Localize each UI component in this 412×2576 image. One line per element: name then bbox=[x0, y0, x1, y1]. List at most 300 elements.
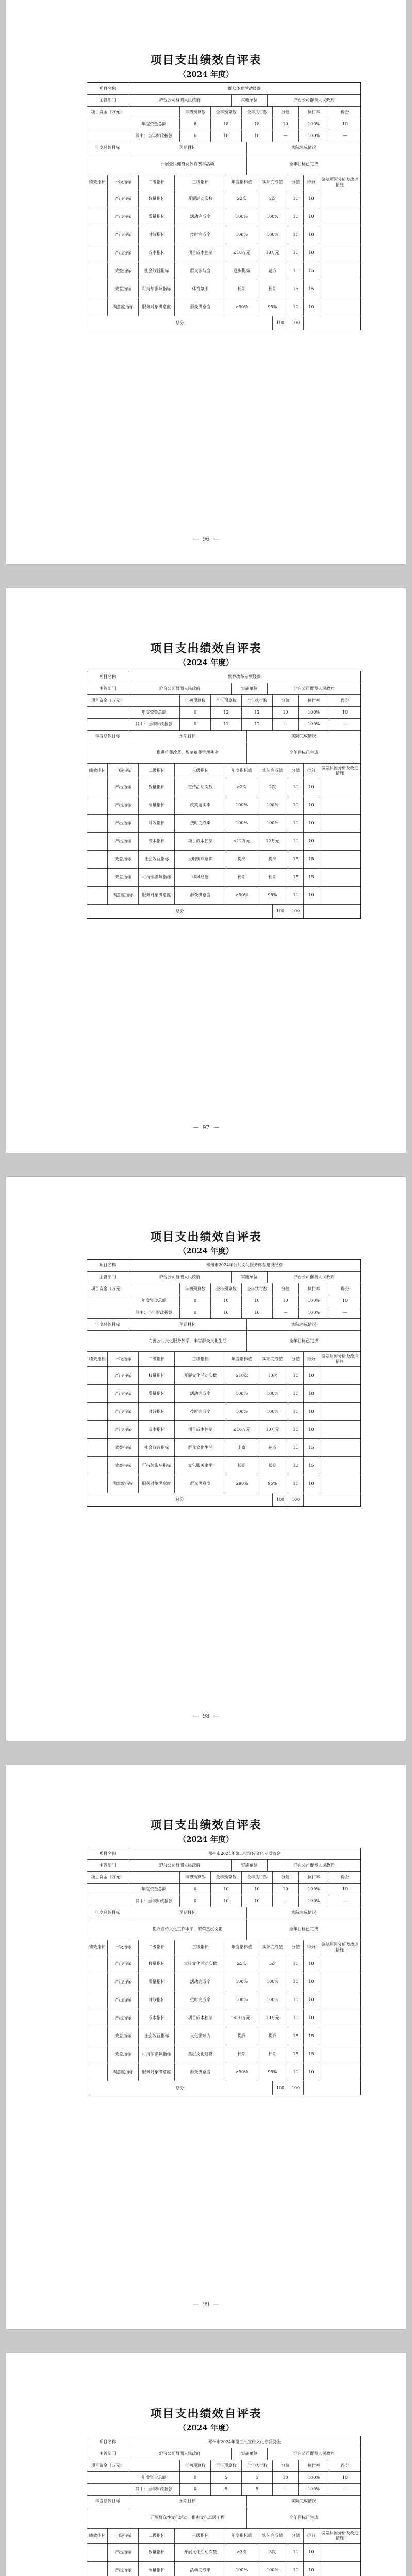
table-row bbox=[87, 175, 360, 190]
table-cell bbox=[319, 1439, 360, 1456]
table-cell: 社会效益指标 bbox=[139, 262, 175, 280]
table-row bbox=[87, 2027, 360, 2045]
table-cell: 长期 bbox=[226, 2045, 257, 2063]
table-cell: — bbox=[273, 130, 299, 142]
table-cell: 按时完成率 bbox=[175, 1403, 226, 1420]
table-cell: 服务对象满意度 bbox=[139, 298, 175, 316]
evaluation-table bbox=[87, 1259, 361, 1507]
table-cell bbox=[87, 190, 108, 208]
table-cell: 产出指标 bbox=[108, 1367, 139, 1384]
page-number: 97 bbox=[202, 1124, 210, 1131]
table-cell bbox=[87, 887, 108, 904]
label-cell: 项目资金（万元） bbox=[87, 695, 128, 706]
table-cell: 产出指标 bbox=[108, 833, 139, 850]
table-cell: — bbox=[273, 1307, 299, 1318]
table-cell: 全年预算数 bbox=[211, 2460, 242, 2471]
table-cell: 效益指标 bbox=[108, 280, 139, 298]
table-row bbox=[87, 1307, 360, 1319]
table-cell: — bbox=[273, 2484, 299, 2495]
table-row bbox=[87, 1907, 360, 1919]
table-cell: 年度资金总额 bbox=[128, 2472, 180, 2483]
table-cell: 100% bbox=[226, 1403, 257, 1420]
table-cell: — bbox=[273, 719, 299, 730]
table-row bbox=[87, 1940, 360, 1955]
label-cell: 主管部门 bbox=[87, 95, 128, 106]
table-row bbox=[87, 1884, 360, 1895]
table-cell: 提升 bbox=[257, 2027, 288, 2045]
table-cell: 产出指标 bbox=[108, 1385, 139, 1402]
table-cell: 15 bbox=[304, 262, 319, 280]
table-row bbox=[87, 83, 360, 95]
table-cell: 预期目标 bbox=[128, 1319, 247, 1330]
table-row bbox=[87, 2562, 360, 2576]
project-name-value: 殡葬改革专项经费 bbox=[228, 674, 261, 680]
table-cell: 得分 bbox=[304, 1352, 319, 1366]
table-cell: 95% bbox=[257, 1475, 288, 1493]
label-cell: 项目名称 bbox=[87, 83, 128, 94]
table-cell: 其中：当年财政拨款 bbox=[128, 1307, 180, 1318]
table-cell: 效益指标 bbox=[108, 851, 139, 868]
total-label: 总分 bbox=[87, 1493, 273, 1506]
table-cell: 群众满意度 bbox=[175, 1475, 226, 1493]
table-cell: 15 bbox=[288, 280, 304, 298]
table-cell: 实际完成情况 bbox=[291, 734, 316, 739]
dept-value: 沪台公司群测人民政府 bbox=[128, 1272, 232, 1283]
table-cell bbox=[87, 869, 108, 886]
table-cell: ≥90% bbox=[226, 1475, 257, 1493]
table-cell: 三级指标 bbox=[175, 764, 226, 778]
table-cell: 逐步提高 bbox=[226, 262, 257, 280]
table-row bbox=[87, 1973, 360, 1991]
table-cell: 一级指标 bbox=[108, 1352, 139, 1366]
project-name-value: 郑州市2024年第三批宣传文化专项资金 bbox=[208, 2439, 281, 2445]
project-name-value: 郑州市2024年第二批宣传文化专项资金 bbox=[208, 1851, 281, 1856]
table-cell: 10 bbox=[304, 1475, 319, 1493]
table-cell: 年度资金总额 bbox=[128, 1295, 180, 1307]
table-cell: 10 bbox=[288, 1421, 304, 1438]
table-cell: 预期目标 bbox=[128, 142, 247, 154]
table-cell: 社会效益指标 bbox=[139, 1439, 175, 1456]
table-cell bbox=[87, 2562, 108, 2576]
table-row bbox=[87, 869, 360, 887]
page-footer: — 98 — bbox=[193, 1713, 219, 1719]
table-cell: 数量指标 bbox=[139, 1955, 175, 1973]
table-cell: 10 bbox=[342, 122, 348, 127]
table-cell bbox=[87, 719, 128, 730]
table-cell: 100% bbox=[257, 208, 288, 226]
table-cell: 得分 bbox=[341, 1875, 349, 1880]
table-cell: 15 bbox=[304, 2027, 319, 2045]
table-row bbox=[87, 1919, 360, 1940]
table-cell: 产出指标 bbox=[108, 2009, 139, 2027]
total-weight: 100 bbox=[273, 905, 288, 918]
table-cell: 100% bbox=[299, 2484, 329, 2495]
table-cell bbox=[319, 1973, 360, 1991]
table-cell: 预期目标 bbox=[128, 1907, 247, 1919]
table-cell: 长期 bbox=[226, 869, 257, 886]
table-cell: 10 bbox=[304, 2544, 319, 2561]
goal-value: 提升宣传文化工作水平，繁荣基层文化 bbox=[128, 1919, 247, 1940]
table-row bbox=[87, 1991, 360, 2009]
table-cell: 分值 bbox=[273, 1872, 299, 1883]
table-cell: 群众满意度 bbox=[175, 2063, 226, 2081]
table-cell: 二级指标 bbox=[139, 764, 175, 778]
table-cell: 政策落实率 bbox=[175, 796, 226, 814]
table-cell: 15 bbox=[304, 1439, 319, 1456]
table-cell bbox=[128, 2460, 180, 2471]
table-row bbox=[87, 107, 360, 118]
table-cell bbox=[319, 2562, 360, 2576]
table-cell bbox=[319, 2544, 360, 2561]
table-cell: 分值 bbox=[273, 2460, 299, 2471]
table-cell: 提高 bbox=[226, 851, 257, 868]
table-cell: ≥2次 bbox=[226, 778, 257, 796]
table-row bbox=[87, 95, 360, 107]
label-cell: 项目名称 bbox=[87, 1848, 128, 1859]
table-cell bbox=[319, 2027, 360, 2045]
table-cell bbox=[87, 244, 108, 262]
evaluation-table bbox=[87, 671, 361, 919]
table-cell: 10 bbox=[273, 1884, 299, 1895]
total-score: 100 bbox=[288, 2081, 304, 2095]
table-cell: 10次 bbox=[257, 1367, 288, 1384]
table-cell: 服务对象满意度 bbox=[139, 887, 175, 904]
table-cell bbox=[319, 280, 360, 298]
table-cell: ≤10万元 bbox=[226, 2009, 257, 2027]
table-cell: 偏差原因分析及改进措施 bbox=[321, 1942, 358, 1952]
table-cell: — bbox=[343, 1310, 347, 1315]
table-cell: 95% bbox=[257, 2063, 288, 2081]
table-cell bbox=[128, 107, 180, 118]
table-cell bbox=[319, 1367, 360, 1384]
table-cell: 质量指标 bbox=[139, 796, 175, 814]
label-cell: 年度总体目标 bbox=[87, 1319, 128, 1330]
table-cell bbox=[87, 2472, 128, 2483]
table-cell: 长期 bbox=[257, 869, 288, 886]
table-cell: ≥2次 bbox=[226, 190, 257, 208]
table-row bbox=[87, 2484, 360, 2496]
page-title: 项目支出绩效自评表 bbox=[150, 642, 262, 655]
table-cell bbox=[319, 2063, 360, 2081]
label-cell: 实施单位 bbox=[232, 1272, 268, 1283]
page-year: （2024 年度） bbox=[178, 1246, 234, 1256]
label-cell: 主管部门 bbox=[87, 1272, 128, 1283]
table-row bbox=[87, 1421, 360, 1439]
table-cell: 数量指标 bbox=[139, 778, 175, 796]
label-cell: 项目资金（万元） bbox=[87, 1283, 128, 1295]
table-cell: 开展活动次数 bbox=[175, 190, 226, 208]
table-cell: 其中：当年财政拨款 bbox=[128, 1895, 180, 1907]
table-cell: 社会效益指标 bbox=[139, 851, 175, 868]
table-cell bbox=[87, 1991, 108, 2009]
table-cell: 效益指标 bbox=[108, 2045, 139, 2063]
table-cell: 时效指标 bbox=[139, 815, 175, 832]
table-row bbox=[87, 1367, 360, 1385]
table-cell: 可持续影响指标 bbox=[139, 1457, 175, 1475]
table-cell bbox=[87, 262, 108, 280]
table-row bbox=[87, 707, 360, 719]
table-cell: 产出指标 bbox=[108, 815, 139, 832]
table-cell: 100% bbox=[257, 2562, 288, 2576]
table-cell bbox=[304, 1493, 360, 1506]
table-cell: 年度指标值 bbox=[226, 1352, 257, 1366]
table-row bbox=[87, 2496, 360, 2507]
evaluation-table bbox=[87, 2436, 361, 2576]
table-row bbox=[87, 1295, 360, 1307]
table-cell: 丰富 bbox=[226, 1439, 257, 1456]
table-cell: 项目成本控制 bbox=[175, 833, 226, 850]
table-cell: 10 bbox=[304, 1973, 319, 1991]
label-cell: 项目名称 bbox=[87, 671, 128, 683]
table-cell: 产出指标 bbox=[108, 778, 139, 796]
table-cell: 100% bbox=[299, 1307, 329, 1318]
table-cell: 实际完成情况 bbox=[291, 1322, 316, 1327]
table-cell: 10 bbox=[304, 1991, 319, 2009]
table-cell bbox=[87, 298, 108, 316]
table-cell bbox=[304, 905, 360, 918]
table-cell: 成本指标 bbox=[139, 833, 175, 850]
table-cell: 分值 bbox=[273, 107, 299, 118]
table-cell: 满意度指标 bbox=[108, 1475, 139, 1493]
page-number: 96 bbox=[202, 536, 210, 543]
table-cell: 10 bbox=[304, 2562, 319, 2576]
table-cell: 二级指标 bbox=[139, 175, 175, 190]
table-cell: 年度指标值 bbox=[226, 764, 257, 778]
total-score: 100 bbox=[288, 1493, 304, 1506]
table-row bbox=[87, 742, 360, 764]
table-row bbox=[87, 208, 360, 226]
table-cell: — bbox=[273, 1895, 299, 1907]
table-cell: 预期目标 bbox=[128, 2496, 247, 2507]
table-cell: 得分 bbox=[341, 698, 349, 703]
table-cell: 年度指标值 bbox=[226, 175, 257, 190]
table-cell bbox=[319, 2045, 360, 2063]
table-cell bbox=[87, 796, 108, 814]
table-row bbox=[87, 683, 360, 695]
table-cell: 10 bbox=[304, 226, 319, 244]
table-row bbox=[87, 1352, 360, 1367]
table-cell: 效益指标 bbox=[108, 2027, 139, 2045]
label-cell: 主管部门 bbox=[87, 1860, 128, 1871]
table-cell: 分值 bbox=[273, 695, 299, 706]
table-row bbox=[87, 142, 360, 154]
table-cell: 10 bbox=[304, 815, 319, 832]
table-cell: 100% bbox=[299, 1895, 329, 1907]
table-cell: 年度资金总额 bbox=[128, 1884, 180, 1895]
table-cell: 10 bbox=[288, 244, 304, 262]
table-cell: 分值 bbox=[288, 2529, 304, 2543]
table-row bbox=[87, 2436, 360, 2448]
table-cell: 项目成本控制 bbox=[175, 2009, 226, 2027]
table-cell: 三级指标 bbox=[175, 1352, 226, 1366]
table-cell: 群众文化生活 bbox=[175, 1439, 226, 1456]
table-cell: 全年执行数 bbox=[242, 695, 273, 706]
table-cell: 宣传文化活动次数 bbox=[175, 1955, 226, 1973]
table-cell bbox=[319, 244, 360, 262]
total-score: 100 bbox=[288, 316, 304, 330]
table-cell: 0 bbox=[180, 707, 211, 718]
table-cell: 95% bbox=[257, 887, 288, 904]
table-cell: 10 bbox=[288, 778, 304, 796]
table-cell: 10 bbox=[288, 833, 304, 850]
table-cell: 10 bbox=[304, 244, 319, 262]
table-cell: 6 bbox=[180, 118, 211, 130]
table-cell: 10 bbox=[273, 1295, 299, 1307]
total-weight: 100 bbox=[273, 316, 288, 330]
table-cell: 三级指标 bbox=[175, 175, 226, 190]
table-row bbox=[87, 671, 360, 683]
table-cell bbox=[87, 1973, 108, 1991]
table-cell: 二级指标 bbox=[139, 1940, 175, 1955]
table-cell: 达成 bbox=[257, 1439, 288, 1456]
table-cell bbox=[87, 130, 128, 142]
table-cell: 分值 bbox=[288, 175, 304, 190]
label-cell: 年度总体目标 bbox=[87, 2496, 128, 2507]
table-cell: 10 bbox=[304, 2009, 319, 2027]
table-cell: 产出指标 bbox=[108, 1991, 139, 2009]
table-cell: 年初预算数 bbox=[180, 1283, 211, 1295]
table-cell: 100% bbox=[257, 815, 288, 832]
table-cell: 全年预算数 bbox=[211, 1872, 242, 1883]
table-cell bbox=[87, 815, 108, 832]
table-cell: 10 bbox=[288, 1475, 304, 1493]
table-cell: 2次 bbox=[257, 190, 288, 208]
table-cell: 全年预算数 bbox=[211, 107, 242, 118]
table-row bbox=[87, 2460, 360, 2472]
table-row bbox=[87, 1439, 360, 1457]
goal-value: 开展群众性文化活动，推进文化惠民工程 bbox=[128, 2507, 247, 2528]
table-cell: 达成 bbox=[257, 262, 288, 280]
table-cell: 10 bbox=[288, 1955, 304, 1973]
table-cell bbox=[319, 778, 360, 796]
table-cell: 产出指标 bbox=[108, 226, 139, 244]
table-cell: 10 bbox=[288, 2063, 304, 2081]
table-cell: 10 bbox=[304, 1955, 319, 1973]
table-cell: 提高 bbox=[257, 851, 288, 868]
table-cell: 执行率 bbox=[299, 2460, 329, 2471]
label-cell: 项目资金（万元） bbox=[87, 2460, 128, 2471]
table-cell bbox=[87, 833, 108, 850]
table-cell bbox=[87, 2544, 108, 2561]
table-cell: 按时完成率 bbox=[175, 815, 226, 832]
label-cell: 项目名称 bbox=[87, 2436, 128, 2448]
project-name-value: 群众体育活动经费 bbox=[228, 86, 261, 91]
table-row bbox=[87, 1283, 360, 1295]
table-cell: 产出指标 bbox=[108, 208, 139, 226]
table-cell bbox=[319, 208, 360, 226]
table-cell: 社会效益指标 bbox=[139, 2027, 175, 2045]
table-cell: 100% bbox=[299, 719, 329, 730]
table-cell: 实际完成值 bbox=[257, 175, 288, 190]
table-cell: — bbox=[343, 2487, 347, 2492]
table-cell bbox=[87, 1439, 108, 1456]
table-cell: 10 bbox=[304, 2063, 319, 2081]
table-cell: 活动完成率 bbox=[175, 2562, 226, 2576]
table-cell: 时效指标 bbox=[139, 226, 175, 244]
table-cell: 10 bbox=[304, 298, 319, 316]
total-weight: 100 bbox=[273, 2081, 288, 2095]
outcome-value: 全年目标已完成 bbox=[289, 162, 318, 167]
table-cell: 二级指标 bbox=[139, 1352, 175, 1366]
table-cell: 10 bbox=[242, 1884, 273, 1895]
table-cell: 5 bbox=[242, 2472, 273, 2483]
table-cell bbox=[87, 1307, 128, 1318]
table-cell: 年度资金总额 bbox=[128, 118, 180, 130]
table-cell: 分值 bbox=[288, 1352, 304, 1366]
table-cell: 100% bbox=[299, 118, 329, 130]
page-number: 98 bbox=[202, 1713, 210, 1719]
table-cell: 文化影响力 bbox=[175, 2027, 226, 2045]
table-cell: 宣传活动次数 bbox=[175, 778, 226, 796]
table-cell bbox=[87, 707, 128, 718]
table-cell: 数量指标 bbox=[139, 1367, 175, 1384]
table-cell bbox=[87, 118, 128, 130]
table-row bbox=[87, 1260, 360, 1272]
table-cell: 3次 bbox=[257, 2544, 288, 2561]
table-cell bbox=[304, 2081, 360, 2095]
table-cell: 提升 bbox=[226, 2027, 257, 2045]
label-cell: 实施单位 bbox=[232, 1860, 268, 1871]
table-cell: 实际完成情况 bbox=[291, 145, 316, 150]
table-cell: 15 bbox=[288, 1439, 304, 1456]
table-cell bbox=[319, 851, 360, 868]
table-cell: 100% bbox=[257, 1973, 288, 1991]
impl-unit-value: 沪台公司群测人民政府 bbox=[293, 1275, 335, 1280]
table-cell: ≥3次 bbox=[226, 2544, 257, 2561]
table-cell: 18万元 bbox=[257, 244, 288, 262]
table-row bbox=[87, 764, 360, 778]
label-cell: 项目资金（万元） bbox=[87, 107, 128, 118]
impl-unit-value: 沪台公司群测人民政府 bbox=[293, 2451, 335, 2456]
document-page bbox=[6, 2353, 406, 2576]
table-row bbox=[87, 1895, 360, 1907]
table-cell: 长期 bbox=[257, 280, 288, 298]
table-row bbox=[87, 1457, 360, 1475]
table-cell: 全年执行数 bbox=[242, 2460, 273, 2471]
table-cell: 三级指标 bbox=[175, 2529, 226, 2543]
table-cell: 10 bbox=[288, 887, 304, 904]
label-cell: 年度总体目标 bbox=[87, 142, 128, 154]
table-cell: 5次 bbox=[257, 1955, 288, 1973]
table-cell: 二级指标 bbox=[139, 2529, 175, 2543]
table-cell bbox=[87, 742, 128, 763]
table-cell: 15 bbox=[288, 2045, 304, 2063]
table-cell: 10 bbox=[288, 815, 304, 832]
table-cell: 预期目标 bbox=[128, 731, 247, 742]
table-cell: 10 bbox=[211, 1295, 242, 1307]
table-cell: 10 bbox=[211, 1884, 242, 1895]
goal-value: 推进殡葬改革，规范殡葬管理秩序 bbox=[128, 742, 247, 763]
page-year: （2024 年度） bbox=[178, 1835, 234, 1844]
table-row bbox=[87, 815, 360, 833]
outcome-value: 全年目标已完成 bbox=[289, 750, 318, 755]
table-cell: 10万元 bbox=[257, 1421, 288, 1438]
table-cell: 群众满意度 bbox=[175, 298, 226, 316]
table-cell: 10 bbox=[304, 1367, 319, 1384]
table-cell: 10 bbox=[304, 1385, 319, 1402]
table-cell: 得分 bbox=[304, 1940, 319, 1955]
table-cell bbox=[87, 1421, 108, 1438]
document-page bbox=[6, 1177, 406, 1741]
table-row bbox=[87, 731, 360, 742]
table-cell: 10 bbox=[304, 887, 319, 904]
table-cell: 100% bbox=[257, 1403, 288, 1420]
table-cell: 18 bbox=[211, 130, 242, 142]
table-cell: 10 bbox=[288, 1403, 304, 1420]
table-row bbox=[87, 280, 360, 298]
table-row bbox=[87, 1475, 360, 1493]
outcome-value: 全年目标已完成 bbox=[289, 1927, 318, 1932]
